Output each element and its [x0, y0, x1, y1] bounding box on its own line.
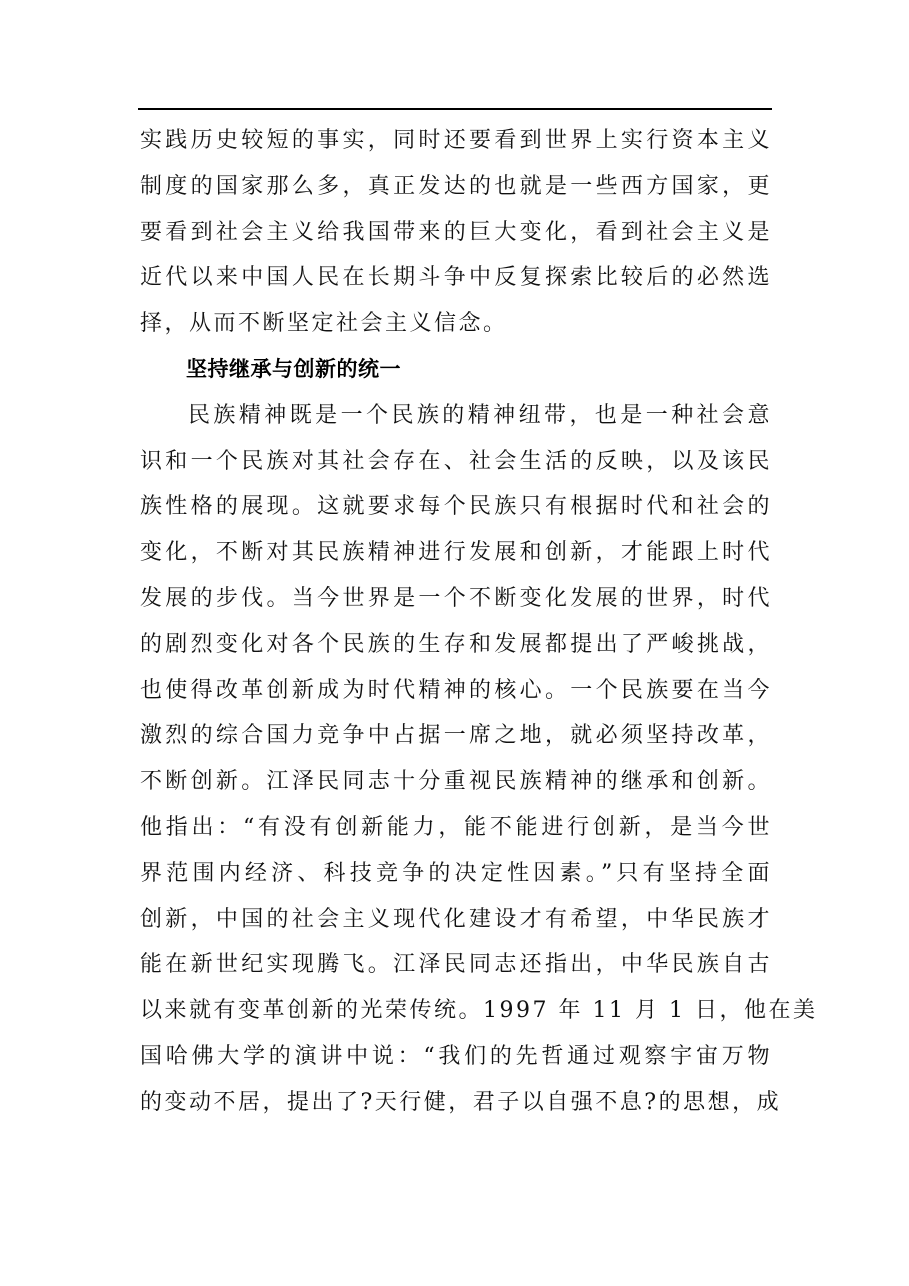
- header-rule: [138, 108, 772, 110]
- paragraph-line: 的变动不居，提出了?天行健，君子以自强不息?的思想，成: [140, 1089, 782, 1115]
- section-heading: 坚持继承与创新的统一: [186, 356, 401, 381]
- paragraph-line: 创新，中国的社会主义现代化建设才有希望，中华民族才: [140, 906, 772, 932]
- paragraph-line: 民族精神既是一个民族的精神纽带，也是一种社会意: [188, 402, 772, 428]
- paragraph-line: 能在新世纪实现腾飞。江泽民同志还指出，中华民族自古: [140, 952, 772, 978]
- paragraph-line: 不断创新。江泽民同志十分重视民族精神的继承和创新。: [140, 769, 772, 795]
- body-text: [140, 118, 818, 1126]
- paragraph-line: 择，从而不断坚定社会主义信念。: [140, 311, 508, 337]
- paragraph-line: 变化，不断对其民族精神进行发展和创新，才能跟上时代: [140, 540, 772, 566]
- paragraph-line: 识和一个民族对其社会存在、社会生活的反映，以及该民: [140, 448, 772, 474]
- paragraph-line: 界范围内经济、科技竞争的决定性因素。”只有坚持全面: [140, 860, 772, 886]
- paragraph-line: 激烈的综合国力竞争中占据一席之地，就必须坚持改革，: [140, 723, 772, 749]
- paragraph-line: 他指出：“有没有创新能力，能不能进行创新，是当今世: [140, 814, 772, 840]
- paragraph-line: 发展的步伐。当今世界是一个不断变化发展的世界，时代: [140, 585, 772, 611]
- paragraph-line: 近代以来中国人民在长期斗争中反复探索比较后的必然选: [140, 265, 772, 291]
- paragraph-line: 也使得改革创新成为时代精神的核心。一个民族要在当今: [140, 677, 772, 703]
- paragraph-line: 以来就有变革创新的光荣传统。1997 年 11 月 1 日，他在美: [140, 998, 818, 1024]
- paragraph-line: 制度的国家那么多，真正发达的也就是一些西方国家，更: [140, 173, 772, 199]
- paragraph-line: 族性格的展现。这就要求每个民族只有根据时代和社会的: [140, 494, 772, 520]
- paragraph-line: 国哈佛大学的演讲中说：“我们的先哲通过观察宇宙万物: [140, 1043, 772, 1069]
- paragraph-line: 的剧烈变化对各个民族的生存和发展都提出了严峻挑战，: [140, 631, 772, 657]
- paragraph-line: 实践历史较短的事实，同时还要看到世界上实行资本主义: [140, 128, 772, 153]
- paragraph-line: 要看到社会主义给我国带来的巨大变化，看到社会主义是: [140, 219, 772, 245]
